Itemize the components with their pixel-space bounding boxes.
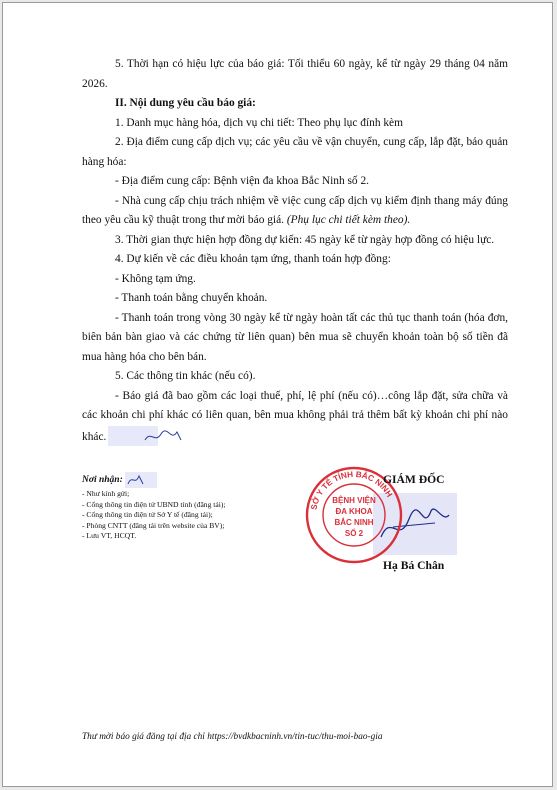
recipient-item: - Phòng CNTT (đăng tải trên website của BV); bbox=[82, 520, 225, 530]
recipient-item: - Cổng thông tin điện tử UBND tỉnh (đăng tải); bbox=[82, 499, 226, 509]
recipients-title: Nơi nhận: bbox=[82, 475, 123, 485]
recipient-item: - Cổng thông tin điện tử Sở Y tế (đăng tải); bbox=[82, 510, 213, 520]
director-title: GIÁM ĐỐC bbox=[383, 473, 445, 486]
seal-line-4: SỐ 2 bbox=[344, 529, 364, 538]
item-2b-note: (Phụ lục chi tiết kèm theo). bbox=[286, 214, 411, 226]
item-2b-text: - Nhà cung cấp chịu trách nhiệm về việc cung cấp dịch vụ kiểm định thang máy đúng theo yêu cầu kỹ thuật trong thư mời báo giá. bbox=[82, 194, 508, 226]
recipient-item: - Lưu VT, HCQT. bbox=[82, 531, 137, 541]
item-2a: - Địa điểm cung cấp: Bệnh viện đa khoa Bắc Ninh số 2. bbox=[115, 175, 370, 187]
item-5a-text: - Báo giá đã bao gồm các loại thuế, phí, lệ phí (nếu có)…công lắp đặt, sửa chữa và các khoản chi phí khác có liên quan, bên mua không phải trả thêm bất kỳ khoản chi phí nào khác. bbox=[82, 389, 508, 443]
recipients-title-row bbox=[82, 471, 312, 489]
item-1: 1. Danh mục hàng hóa, dịch vụ chi tiết: Theo phụ lục đính kèm bbox=[115, 116, 403, 129]
recipients-initial-mark bbox=[125, 472, 157, 488]
item-4b: - Thanh toán bằng chuyển khoản. bbox=[115, 292, 268, 304]
recipients-list bbox=[82, 489, 312, 542]
document-body bbox=[82, 55, 508, 447]
seal-line-2: ĐA KHOA bbox=[335, 507, 373, 516]
item-3: 3. Thời gian thực hiện hợp đồng dự kiến: 45 ngày kể từ ngày hợp đồng có hiệu lực. bbox=[115, 233, 495, 246]
initial-signature bbox=[108, 426, 158, 446]
document-page bbox=[2, 2, 553, 787]
recipients-block bbox=[82, 471, 312, 542]
item-4a: - Không tạm ứng. bbox=[115, 272, 196, 285]
item-4c: - Thanh toán trong vòng 30 ngày kể từ ngày hoàn tất các thủ tục thanh toán (hóa đơn, biên bản bàn giao và các chứng từ liên quan) bên mua sẽ chuyển khoản toàn bộ số tiền đã mua hàng hóa cho bên bán. bbox=[82, 311, 508, 363]
seal-ring-text: SỞ Y TẾ TỈNH BẮC NINH bbox=[309, 469, 394, 511]
validity-paragraph: 5. Thời hạn có hiệu lực của báo giá: Tối thiểu 60 ngày, kể từ ngày 29 tháng 04 năm 2026. bbox=[82, 58, 508, 90]
section-heading-2: II. Nội dung yêu cầu báo giá: bbox=[115, 97, 256, 109]
footer-note: Thư mời báo giá đăng tại địa chỉ https://bvdkbacninh.vn/tin-tuc/thu-moi-bao-gia bbox=[82, 732, 383, 742]
item-2b bbox=[82, 192, 508, 231]
recipient-item: - Như kính gửi; bbox=[82, 489, 130, 498]
seal-line-3: BẮC NINH bbox=[334, 518, 374, 527]
item-5: 5. Các thông tin khác (nếu có). bbox=[115, 370, 256, 382]
item-5a bbox=[82, 387, 508, 448]
seal-line-1: BỆNH VIỆN bbox=[332, 496, 376, 505]
item-2: 2. Địa điểm cung cấp dịch vụ; các yêu cầu về vận chuyển, cung cấp, lắp đặt, bảo quản hàng hóa: bbox=[82, 136, 508, 168]
item-4: 4. Dự kiến về các điều khoản tạm ứng, thanh toán hợp đồng: bbox=[115, 253, 391, 265]
director-name: Hạ Bá Chân bbox=[383, 559, 445, 572]
